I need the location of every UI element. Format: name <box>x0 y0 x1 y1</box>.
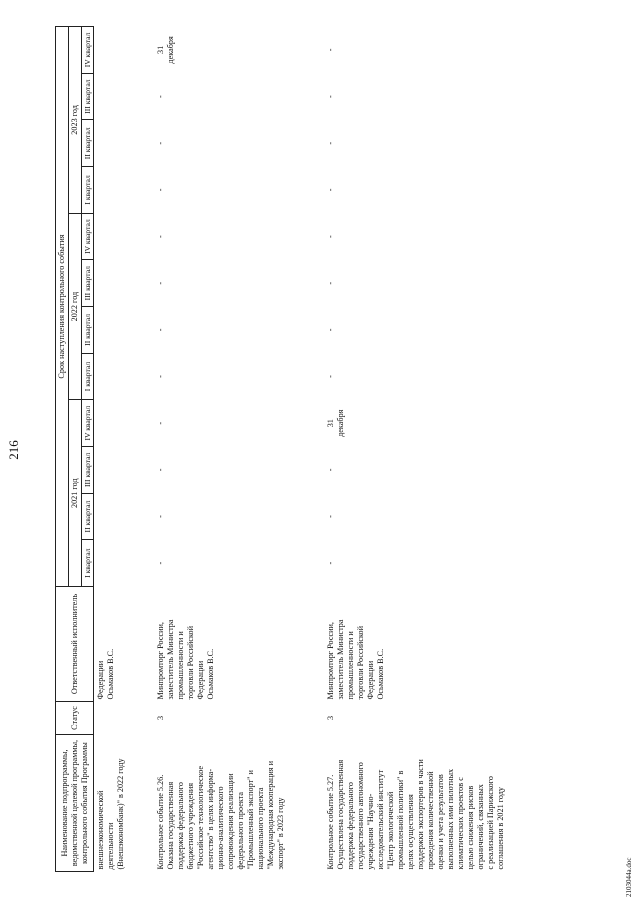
year-header: 2022 год <box>69 213 82 400</box>
event-responsible: Минпромторг России, заместитель Министра промышленности и торговли Российской Федерации Осьмаков В.С. <box>325 619 385 700</box>
control-events-table <box>55 26 508 872</box>
quarter-header: IV квартал <box>82 400 94 447</box>
deadline-cell <box>94 167 154 214</box>
deadline-cell: - <box>325 48 335 52</box>
quarter-header: IV квартал <box>82 27 94 74</box>
footer-filename: 2103044a.doc <box>625 857 633 897</box>
event-responsible: Федерации Осьмаков В.С. <box>94 587 154 702</box>
event-name: Контрольное событие 5.26. Оказана государственная поддержка федерального бюджетного учреждения "Российское технологическое агентство" в целях информа- ционно-аналитического сопровождения реализации федерального проекта "Промышленный экспорт" и национального проекта "Международная кооперация и экспорт" в 2023 году <box>155 761 285 870</box>
deadline-cell: - <box>325 141 335 145</box>
deadline-cell: - <box>155 235 165 238</box>
deadline-cell <box>94 120 154 167</box>
event-responsible: Минпромторг России, заместитель Министра промышленности и торговли Российской Федерации Осьмаков В.С. <box>155 619 215 700</box>
event-status: 3 <box>325 715 335 721</box>
deadline-cell: - <box>325 468 335 472</box>
deadline-cell: - <box>325 188 335 192</box>
deadline-cell: - <box>155 281 165 285</box>
deadline-cell: 31 декабря <box>155 36 175 64</box>
deadline-cell: - <box>155 328 165 332</box>
deadline-cell <box>94 307 154 354</box>
col-name-header: Наименование подпрограммы, ведомственной целевой программы, контрольного события Программы <box>56 735 94 872</box>
year-header: 2023 год <box>69 27 82 214</box>
deadline-cell: 31 декабря <box>325 409 345 437</box>
deadline-cell <box>94 540 154 587</box>
col-responsible-header: Ответственный исполнитель <box>56 587 94 702</box>
deadline-cell <box>94 27 154 74</box>
quarter-header: I квартал <box>82 540 94 587</box>
event-name: внешнеэкономической деятельности (Внешэкономбанк)" в 2022 году <box>94 735 154 872</box>
deadline-cell: - <box>155 421 165 425</box>
deadline-cell <box>94 353 154 400</box>
deadline-cell <box>94 493 154 540</box>
deadline-cell: - <box>155 375 165 378</box>
deadline-cell: - <box>155 141 165 145</box>
deadline-cell <box>94 447 154 494</box>
page-number: 216 <box>6 440 21 460</box>
deadline-cell <box>94 400 154 447</box>
quarter-header: I квартал <box>82 167 94 214</box>
deadline-cell <box>94 213 154 260</box>
deadline-cell: - <box>155 561 165 565</box>
quarter-header: III квартал <box>82 260 94 307</box>
deadline-cell: - <box>325 515 335 518</box>
quarter-header: II квартал <box>82 120 94 167</box>
quarter-header: III квартал <box>82 447 94 494</box>
col-status-header: Статус <box>56 702 94 735</box>
deadline-cell: - <box>325 561 335 565</box>
quarter-header: II квартал <box>82 307 94 354</box>
quarter-header: II квартал <box>82 493 94 540</box>
deadline-cell: - <box>325 235 335 238</box>
event-name: Контрольное событие 5.27. Осуществлена государственная поддержка федерального государственного автономного учреждения "Научно- исследовательский институт "Центр экологической промышленной политики" в целях осуществления поддержки экспортеров в части проведения количественной оценки и учета результатов выполненных ими пилотных климатических проектов с целью снижения рисков ограничений, связанных с реализацией Парижского соглашения в 2021 году <box>325 759 505 870</box>
deadline-cell: - <box>325 328 335 332</box>
col-deadline-header: Срок наступления контрольного события <box>56 27 69 587</box>
event-status <box>94 702 154 735</box>
event-status: 3 <box>155 715 165 721</box>
quarter-header: IV квартал <box>82 213 94 260</box>
deadline-cell <box>94 260 154 307</box>
quarter-header: III квартал <box>82 73 94 120</box>
deadline-cell: - <box>325 281 335 285</box>
deadline-cell: - <box>325 375 335 378</box>
table-row <box>154 27 324 872</box>
table-row <box>324 27 508 872</box>
year-header: 2021 год <box>69 400 82 587</box>
deadline-cell <box>94 73 154 120</box>
deadline-cell: - <box>155 515 165 518</box>
deadline-cell: - <box>155 468 165 472</box>
quarter-header: I квартал <box>82 353 94 400</box>
deadline-cell: - <box>325 95 335 98</box>
table-row <box>94 27 154 872</box>
deadline-cell: - <box>155 188 165 192</box>
deadline-cell: - <box>155 95 165 98</box>
